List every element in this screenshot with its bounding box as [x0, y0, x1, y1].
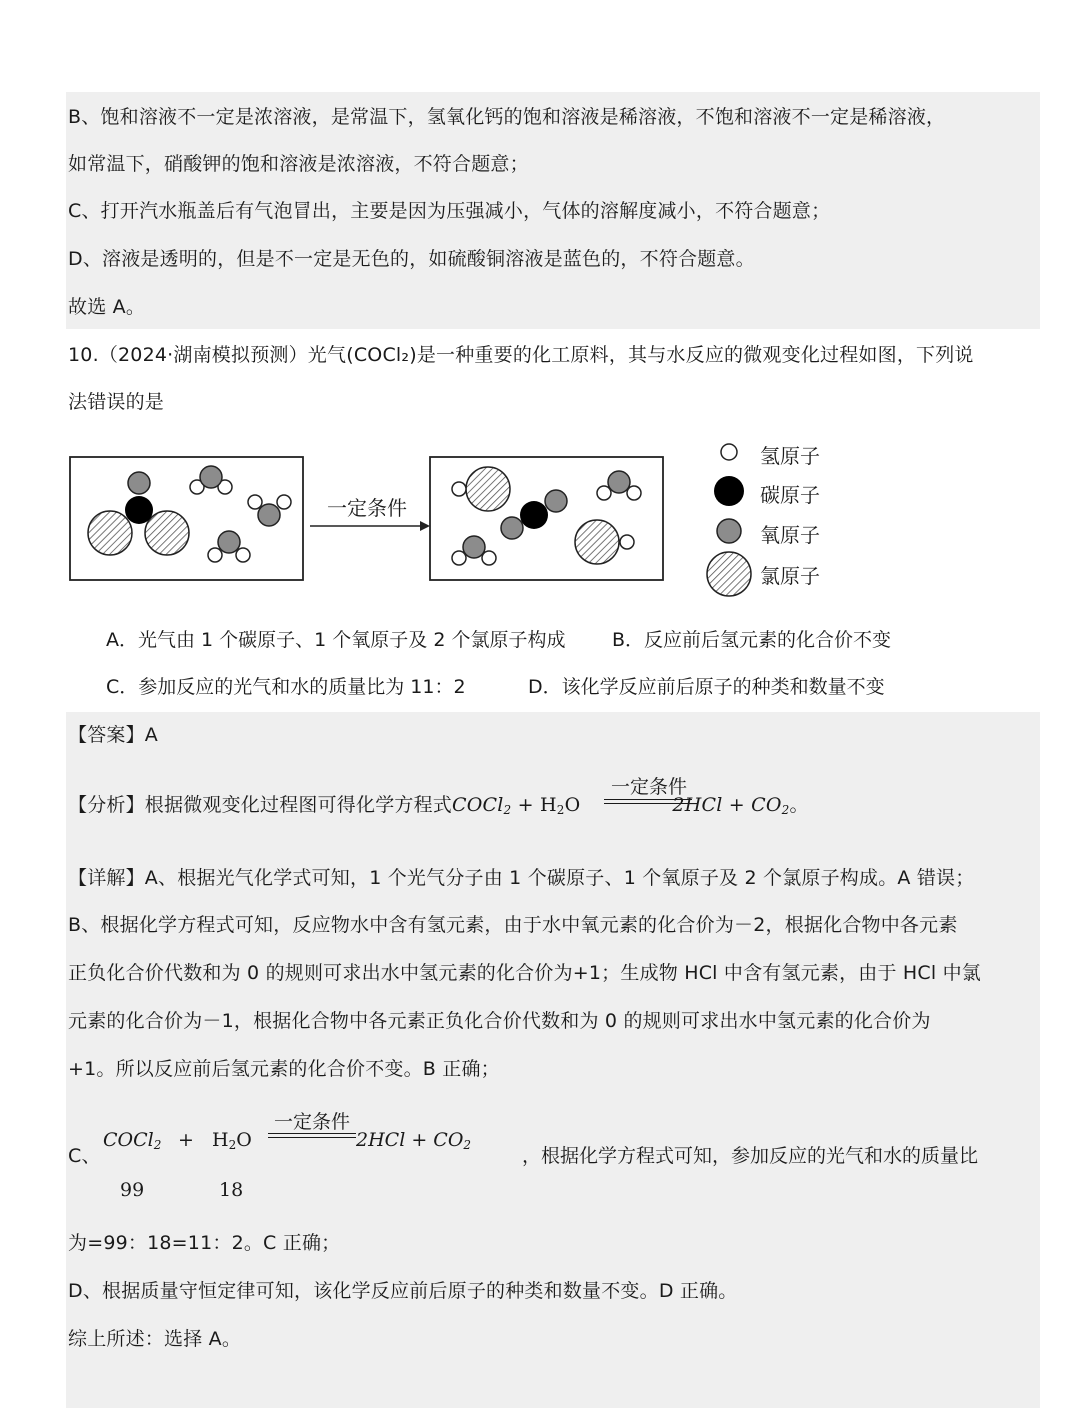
detail-c-bar-top [268, 1133, 356, 1134]
prev-solution-b-line2: 如常温下，硝酸钾的饱和溶液是浓溶液，不符合题意； [68, 153, 529, 175]
detail-a: 【详解】A、根据光气化学式可知，1 个光气分子由 1 个碳原子、1 个氧原子及 2 个氯原子构成。A 错误； [68, 867, 975, 889]
legend-chlorine-label: 氯原子 [760, 564, 820, 588]
analysis-prefix: 【分析】根据微观变化过程图可得化学方程式 [68, 794, 453, 816]
detail-c-cocl2: COCl$_2$ [103, 1129, 162, 1152]
formula-co2: $CO_2$ [751, 794, 790, 817]
oxygen-atom [218, 531, 240, 553]
detail-b-line1: B、根据化学方程式可知，反应物水中含有氢元素，由于水中氧元素的化合价为－2，根据化合物中各元素 [68, 914, 958, 936]
detail-b-line2: 正负化合价代数和为 0 的规则可求出水中氢元素的化合价为+1；生成物 HCl 中含有氢元素，由于 HCl 中氯 [68, 962, 982, 984]
formula-hcl: 2HCl [672, 794, 723, 816]
mass-h2o: 18 [219, 1179, 244, 1201]
oxygen-atom [463, 536, 485, 558]
hydrogen-atom [208, 548, 222, 562]
option-d: D．该化学反应前后原子的种类和数量不变 [528, 676, 885, 698]
plus-sign: + [517, 794, 534, 816]
hydrogen-atom [236, 548, 250, 562]
chlorine-atom [88, 511, 132, 555]
answer-label: 【答案】A [68, 724, 158, 746]
detail-d: D、根据质量守恒定律可知，该化学反应前后原子的种类和数量不变。D 正确。 [68, 1280, 738, 1302]
chlorine-atom [575, 520, 619, 564]
detail-c-bar-bottom [268, 1137, 356, 1138]
reaction-arrow-head [420, 521, 430, 531]
hydrogen-atom [620, 535, 634, 549]
carbon-atom [520, 501, 548, 529]
detail-c-line2: 为=99：18=11：2。C 正确； [68, 1232, 341, 1254]
hydrogen-atom [277, 495, 291, 509]
detail-c-h2o: $H_2O$ [212, 1129, 252, 1152]
detail-c-prefix: C、 [68, 1145, 101, 1167]
option-c: C．参加反应的光气和水的质量比为 11：2 [106, 676, 466, 698]
chlorine-atom [145, 511, 189, 555]
prev-solution-conclusion: 故选 A。 [68, 296, 146, 318]
legend-hydrogen-symbol [721, 444, 737, 460]
detail-b-line3: 元素的化合价为－1，根据化合物中各元素正负化合价代数和为 0 的规则可求出水中氢元素的化合价为 [68, 1010, 931, 1032]
detail-b-line4: +1。所以反应前后氢元素的化合价不变。B 正确； [68, 1058, 500, 1080]
equation-bar-bottom [604, 803, 692, 804]
legend-carbon-symbol [714, 476, 744, 506]
legend-chlorine-symbol [707, 552, 751, 596]
conclusion: 综上所述：选择 A。 [68, 1328, 242, 1350]
carbon-atom [125, 496, 153, 524]
formula-h2o: $H_2O$ [540, 794, 581, 817]
oxygen-atom [545, 490, 567, 512]
chlorine-atom [466, 467, 510, 511]
hydrogen-atom [597, 486, 611, 500]
reaction-arrow-label: 一定条件 [327, 496, 407, 520]
equation-bar-top [604, 799, 692, 800]
prev-solution-b-line1: B、饱和溶液不一定是浓溶液，是常温下，氢氧化钙的饱和溶液是稀溶液，不饱和溶液不一定是稀溶液， [68, 106, 946, 128]
detail-c-suffix: ，根据化学方程式可知，参加反应的光气和水的质量比 [522, 1145, 979, 1167]
option-b: B．反应前后氢元素的化合价不变 [612, 629, 892, 651]
detail-c-condition: 一定条件 [273, 1111, 350, 1133]
legend-carbon-label: 碳原子 [760, 483, 820, 507]
question-stem-line2: 法错误的是 [68, 391, 165, 413]
oxygen-atom [258, 504, 280, 526]
equation-condition: 一定条件 [610, 776, 687, 798]
prev-solution-c: C、打开汽水瓶盖后有气泡冒出，主要是因为压强减小，气体的溶解度减小，不符合题意； [68, 200, 831, 222]
oxygen-atom [128, 472, 150, 494]
hydrogen-atom [627, 486, 641, 500]
formula-cocl2: COCl$_2$ [452, 794, 512, 817]
reaction-diagram [0, 430, 1080, 610]
legend-hydrogen-label: 氢原子 [760, 444, 820, 468]
analysis-line: 【分析】根据微观变化过程图可得化学方程式COCl$_2$ + $H_2O$ $2HCl + CO_2$。 [68, 794, 809, 817]
hydrogen-atom [452, 482, 466, 496]
oxygen-atom [501, 517, 523, 539]
hydrogen-atom [482, 551, 496, 565]
prev-solution-d: D、溶液是透明的，但是不一定是无色的，如硫酸铜溶液是蓝色的，不符合题意。 [68, 248, 755, 270]
option-a: A．光气由 1 个碳原子、1 个氧原子及 2 个氯原子构成 [106, 629, 566, 651]
legend-oxygen-label: 氧原子 [760, 523, 820, 547]
legend-oxygen-symbol [717, 519, 741, 543]
question-stem-line1: 10.（2024·湖南模拟预测）光气(COCl₂)是一种重要的化工原料，其与水反应的微观变化过程如图，下列说 [68, 344, 974, 366]
detail-c-products: $2HCl + CO_2$ [356, 1129, 472, 1152]
hydrogen-atom [248, 495, 262, 509]
hydrogen-atom [452, 551, 466, 565]
detail-c-plus: + [178, 1129, 194, 1151]
oxygen-atom [200, 466, 222, 488]
oxygen-atom [608, 471, 630, 493]
mass-cocl2: 99 [120, 1179, 145, 1201]
